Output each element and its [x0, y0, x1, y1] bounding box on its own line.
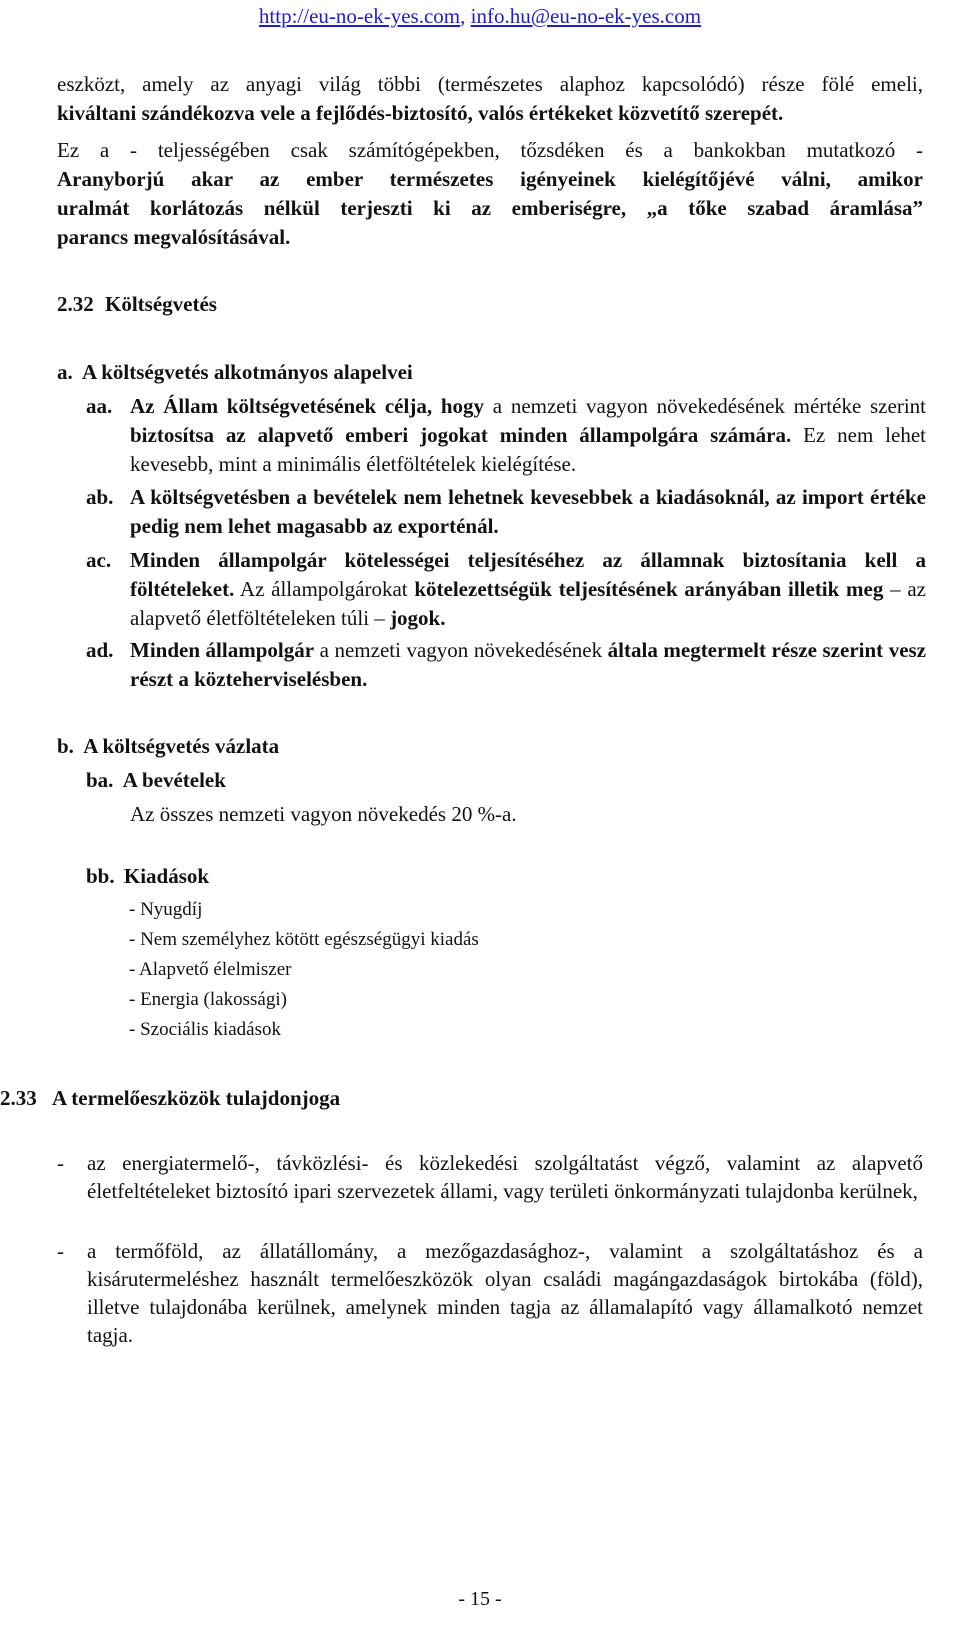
item-ac-text-1: Az állampolgárokat [234, 577, 415, 601]
dash-marker: - [57, 1151, 64, 1175]
dash-marker: - [57, 1239, 64, 1263]
page-number: - 15 - [458, 1588, 502, 1610]
item-ba-title: A bevételek [122, 768, 226, 792]
intro-line-4: Aranyborjú akar az ember természetes igényeinek kielégítőjévé válni, amikor [57, 167, 923, 191]
item-aa-text [130, 392, 926, 479]
intro-line-2: kiváltani szándékozva vele a fejlődés-biztosító, valós értékeket közvetítő szerepét. [57, 101, 784, 125]
subsection-b-title: A költségvetés vázlata [83, 734, 280, 758]
item-ad-label: ad. [86, 638, 114, 662]
section-232-title: Költségvetés [105, 292, 217, 316]
ownership-item-1-text: az energiatermelő-, távközlési- és közlekedési szolgáltatást végző, valamint az alapvető életfeltételeket biztosító ipari szervezetek állami, vagy területi önkormányzati tulajdonba kerülnek, [87, 1151, 923, 1203]
item-ac-bold-1: Minden állampolgár kötelességei teljesítéséhez az államnak biztosítania kell a föltételeket. [130, 548, 926, 601]
item-aa-text-2: Ez nem lehet kevesebb, mint a minimális életföltételek kielégítése. [130, 423, 926, 476]
page-header [0, 4, 960, 29]
item-ac [86, 546, 926, 633]
item-ba-text: Az összes nemzeti vagyon növekedés 20 %-a. [130, 802, 517, 826]
expense-item-5: - Szociális kiadások [129, 1019, 281, 1040]
item-ab [86, 483, 926, 541]
item-ba-heading [86, 766, 226, 795]
ownership-item-2-text: a termőföld, az állatállomány, a mezőgazdasághoz-, valamint a szolgáltatáshoz és a kisárutermeléshez használt termelőeszközök olyan családi magángazdaságok birtokába (föld), illetve tulajdonába kerülnek, amelynek minden tagja az államalapító vagy államalkotó nemzet tagja. [87, 1239, 923, 1347]
item-aa [86, 392, 926, 479]
expense-item-2: - Nem személyhez kötött egészségügyi kiadás [129, 929, 479, 950]
item-ac-label: ac. [86, 548, 112, 572]
intro-line-6: parancs megvalósításával. [57, 225, 291, 249]
item-bb-heading [86, 862, 209, 891]
intro-line-5: uralmát korlátozás nélkül terjeszti ki az emberiségre, „a tőke szabad áramlása” [57, 196, 923, 220]
item-ad-text [130, 636, 926, 694]
subsection-a-heading [57, 358, 413, 387]
section-232-heading [57, 290, 217, 319]
section-233-heading [0, 1084, 340, 1113]
header-separator: , [460, 4, 471, 28]
section-232-number: 2.32 [57, 292, 94, 316]
expense-item-4: - Energia (lakossági) [129, 989, 287, 1010]
item-bb-label: bb. [86, 864, 115, 888]
item-ab-label: ab. [86, 485, 114, 509]
item-ac-bold-2: kötelezettségük teljesítésének arányában illetik meg [414, 577, 884, 601]
expense-item-3: - Alapvető élelmiszer [129, 959, 292, 980]
item-ac-bold-3: jogok. [390, 606, 446, 630]
intro-line-1: eszközt, amely az anyagi világ többi (természetes alaphoz kapcsolódó) része fölé emeli, [57, 72, 923, 96]
email-link[interactable]: info.hu@eu-no-ek-yes.com [470, 4, 702, 28]
item-bb-title: Kiadások [123, 864, 210, 888]
subsection-b-label: b. [57, 734, 74, 758]
item-ba-label: ba. [86, 768, 114, 792]
section-233-number: 2.33 [0, 1086, 37, 1110]
item-aa-text-1: a nemzeti vagyon növekedésének mértéke szerint [484, 394, 926, 418]
website-link[interactable]: http://eu-no-ek-yes.com [258, 4, 461, 28]
item-ac-text-2: – az alapvető életföltételeken túli – [130, 577, 926, 630]
item-ac-text [130, 546, 926, 633]
item-ab-text: A költségvetésben a bevételek nem lehetnek kevesebbek a kiadásoknál, az import értéke pedig nem lehet magasabb az exporténál. [130, 485, 926, 538]
ownership-item-2 [57, 1237, 923, 1349]
item-aa-bold-2: biztosítsa az alapvető emberi jogokat minden állampolgára számára. [130, 423, 792, 447]
item-ad-text-1: a nemzeti vagyon növekedésének [314, 638, 608, 662]
item-ad-bold-1: Minden állampolgár [130, 638, 315, 662]
item-ad [86, 636, 926, 694]
expense-item-1: - Nyugdíj [129, 899, 203, 920]
subsection-b-heading [57, 732, 279, 761]
intro-line-3: Ez a - teljességében csak számítógépekben, tőzsdéken és a bankokban mutatkozó - [57, 138, 923, 162]
item-ad-bold-2: általa megtermelt része szerint vesz részt a közteherviselésben. [130, 638, 927, 691]
subsection-a-title: A költségvetés alkotmányos alapelvei [82, 360, 413, 384]
section-233-title: A termelőeszközök tulajdonjoga [52, 1086, 341, 1110]
ownership-item-1 [57, 1149, 923, 1205]
item-aa-bold-1: Az Állam költségvetésének célja, hogy [130, 394, 485, 418]
subsection-a-label: a. [57, 360, 73, 384]
item-aa-label: aa. [86, 394, 113, 418]
